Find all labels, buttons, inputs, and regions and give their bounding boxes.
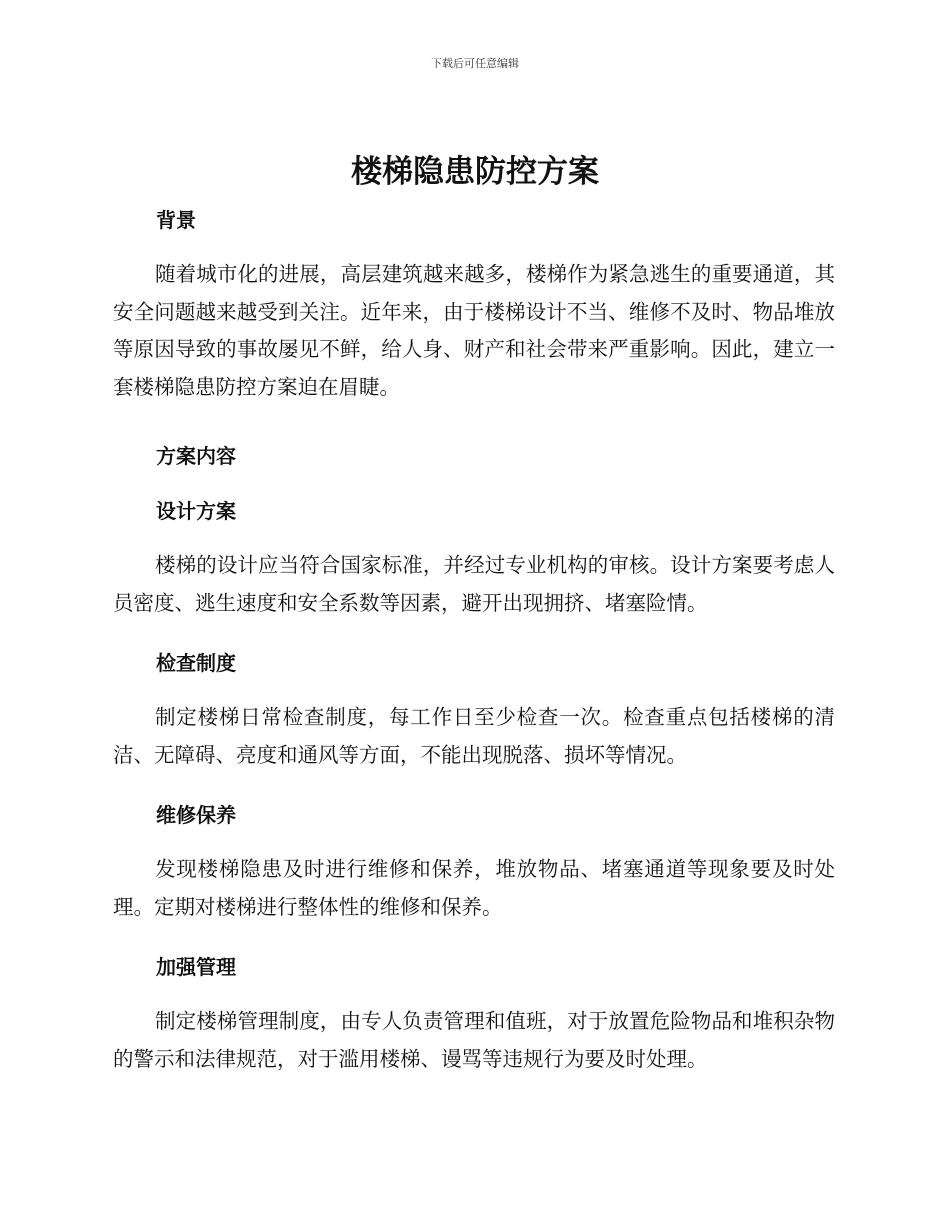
section-paragraph-design-plan: 楼梯的设计应当符合国家标准，并经过专业机构的审核。设计方案要考虑人员密度、逃生速度和安全系数等因素，避开出现拥挤、堵塞险情。 — [113, 553, 835, 615]
section-heading-plan-content: 方案内容 — [156, 444, 236, 468]
section-paragraph-inspection-system: 制定楼梯日常检查制度，每工作日至少检查一次。检查重点包括楼梯的清洁、无障碍、亮度和通风等方面，不能出现脱落、损坏等情况。 — [113, 705, 835, 767]
section-heading-background: 背景 — [156, 208, 196, 232]
document-title: 楼梯隐患防控方案 — [351, 154, 599, 190]
section-paragraph-maintenance: 发现楼梯隐患及时进行维修和保养，堆放物品、堵塞通道等现象要及时处理。定期对楼梯进行整体性的维修和保养。 — [113, 857, 835, 919]
section-heading-design-plan: 设计方案 — [156, 499, 236, 523]
section-paragraph-background: 随着城市化的进展，高层建筑越来越多，楼梯作为紧急逃生的重要通道，其安全问题越来越受到关注。近年来，由于楼梯设计不当、维修不及时、物品堆放等原因导致的事故屡见不鲜，给人身、财产和社会带来严重影响。因此，建立一套楼梯隐患防控方案迫在眉睫。 — [113, 262, 835, 399]
header-note: 下载后可任意编辑 — [431, 57, 519, 70]
section-heading-maintenance: 维修保养 — [156, 803, 236, 827]
section-heading-inspection-system: 检查制度 — [156, 651, 236, 675]
section-paragraph-management: 制定楼梯管理制度，由专人负责管理和值班，对于放置危险物品和堆积杂物的警示和法律规范，对于滥用楼梯、谩骂等违规行为要及时处理。 — [113, 1009, 835, 1071]
section-heading-management: 加强管理 — [156, 955, 236, 979]
